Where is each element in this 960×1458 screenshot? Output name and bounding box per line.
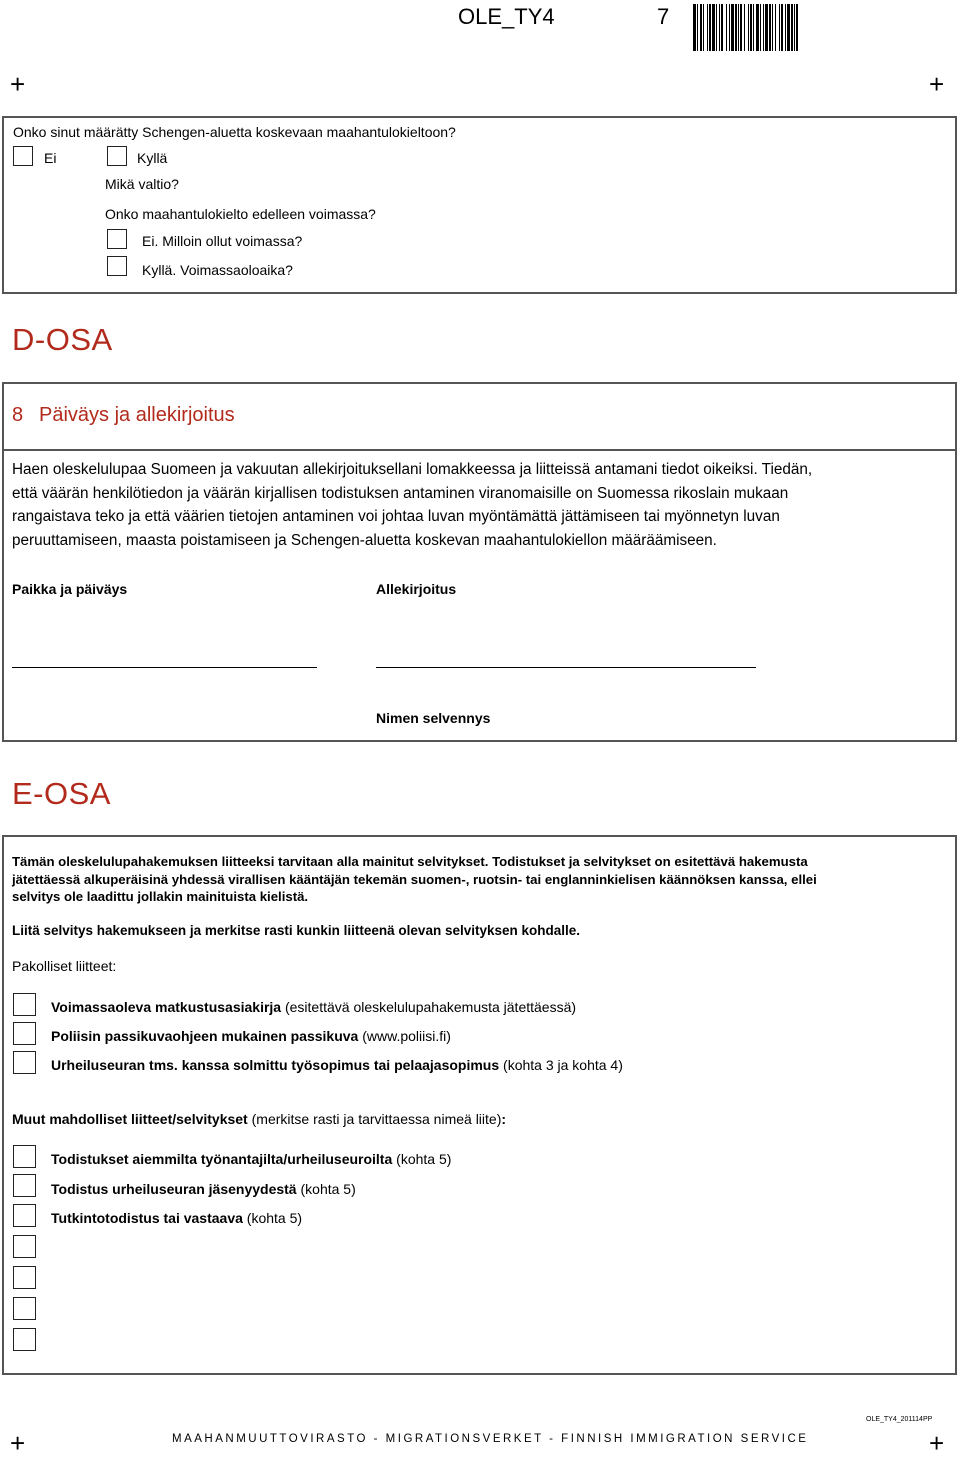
employment-contract-checkbox[interactable] — [13, 1051, 36, 1074]
attachments-instruction: Liitä selvitys hakemukseen ja merkitse rasti kunkin liitteenä olevan selvityksen kohdalle. — [12, 923, 581, 938]
still-valid-no-label: Ei. Milloin ollut voimassa? — [142, 233, 303, 249]
which-country-label: Mikä valtio? — [105, 176, 179, 192]
club-membership-checkbox[interactable] — [13, 1174, 36, 1197]
entry-ban-no-checkbox[interactable] — [13, 146, 33, 166]
barcode — [693, 4, 951, 51]
other-attachments-heading: Muut mahdolliset liitteet/selvitykset (merkitse rasti ja tarvittaessa nimeä liite): — [12, 1111, 507, 1127]
employer-certificates-checkbox[interactable] — [13, 1145, 36, 1168]
signature-field[interactable] — [376, 667, 756, 668]
extra-attachment-checkbox-1[interactable] — [13, 1235, 36, 1258]
intro-line: jätettäessä alkuperäisinä yhdessä virallisen kääntäjän tekemän suomen-, ruotsin- tai englanninkielisen käännöksen kanssa, ellei — [12, 871, 817, 887]
attachments-intro — [12, 853, 817, 906]
declaration-line: Haen oleskelulupaa Suomeen ja vakuutan allekirjoituksellani lomakkeessa ja liitteissä antamani tiedot oikeiksi. Tiedän, — [12, 461, 813, 478]
section-e-title: E-OSA — [12, 776, 111, 811]
still-valid-yes-label: Kyllä. Voimassaoloaika? — [142, 262, 293, 278]
page-number: 7 — [657, 4, 670, 29]
place-date-label: Paikka ja päiväys — [12, 581, 128, 597]
declaration-line: rangaistava teko ja että väärien tietojen antaminen voi johtaa luvan myöntämättä jättämiseen tai myönnetyn luvan — [12, 508, 780, 526]
intro-line: Tämän oleskelulupahakemuksen liitteeksi tarvitaan alla mainitut selvitykset. Todistukset ja selvitykset on esitettävä hakemusta — [12, 854, 808, 869]
extra-attachment-checkbox-2[interactable] — [13, 1266, 36, 1289]
still-valid-question: Onko maahantulokielto edelleen voimassa? — [105, 206, 376, 222]
entry-ban-yes-checkbox[interactable] — [107, 146, 127, 166]
still-valid-yes-checkbox[interactable] — [107, 256, 127, 276]
declaration-line: peruuttamiseen, maasta poistamiseen ja Schengen-aluetta koskevan maahantulokiellon määräämiseen. — [12, 531, 717, 549]
travel-document-checkbox[interactable] — [13, 993, 36, 1016]
entry-ban-yes-label: Kyllä — [137, 150, 168, 166]
name-clarification-label: Nimen selvennys — [376, 710, 491, 726]
extra-attachment-checkbox-3[interactable] — [13, 1297, 36, 1320]
employer-certificates-label: Todistukset aiemmilta työnantajilta/urheiluseuroilta (kohta 5) — [51, 1151, 452, 1167]
entry-ban-question: Onko sinut määrätty Schengen-aluetta koskevaan maahantulokieltoon? — [13, 124, 456, 140]
mandatory-attachments-heading: Pakolliset liitteet: — [12, 958, 117, 974]
degree-certificate-checkbox[interactable] — [13, 1204, 36, 1227]
still-valid-no-checkbox[interactable] — [107, 229, 127, 249]
extra-attachment-checkbox-4[interactable] — [13, 1328, 36, 1351]
intro-line: selvitys ole laadittu jollakin mainituista kielistä. — [12, 889, 309, 905]
passport-photo-label: Poliisin passikuvaohjeen mukainen passikuva (www.poliisi.fi) — [51, 1028, 451, 1044]
agency-footer: MAAHANMUUTTOVIRASTO - MIGRATIONSVERKET - FINNISH IMMIGRATION SERVICE — [172, 1433, 809, 1445]
signature-label: Allekirjoitus — [376, 581, 457, 597]
travel-document-label: Voimassaoleva matkustusasiakirja (esitettävä oleskelulupahakemusta jätettäessä) — [51, 999, 577, 1015]
declaration-line: että väärän henkilötiedon ja väärän kirjallisen todistuksen antaminen viranomaisille on Suomessa rikoslain mukaan — [12, 484, 789, 502]
section-8-heading: Päiväys ja allekirjoitus — [39, 404, 235, 426]
registration-mark-top-left: + — [10, 69, 26, 99]
attachments-section-box — [2, 835, 957, 1375]
section-d-title: D-OSA — [12, 322, 113, 357]
registration-mark-bottom-right: + — [929, 1428, 945, 1458]
form-code: OLE_TY4 — [458, 4, 555, 29]
declaration-text — [12, 458, 812, 552]
club-membership-label: Todistus urheiluseuran jäsenyydestä (kohta 5) — [51, 1181, 356, 1197]
registration-mark-bottom-left: + — [10, 1428, 26, 1458]
passport-photo-checkbox[interactable] — [13, 1022, 36, 1045]
entry-ban-no-label: Ei — [44, 150, 57, 166]
form-version-code: OLE_TY4_201114PP — [866, 1416, 933, 1423]
registration-mark-top-right: + — [929, 69, 945, 99]
employment-contract-label: Urheiluseuran tms. kanssa solmittu työsopimus tai pelaajasopimus (kohta 3 ja kohta 4) — [51, 1057, 623, 1073]
place-date-field[interactable] — [12, 667, 317, 668]
degree-certificate-label: Tutkintotodistus tai vastaava (kohta 5) — [51, 1210, 303, 1226]
section-8-number: 8 — [12, 404, 24, 426]
